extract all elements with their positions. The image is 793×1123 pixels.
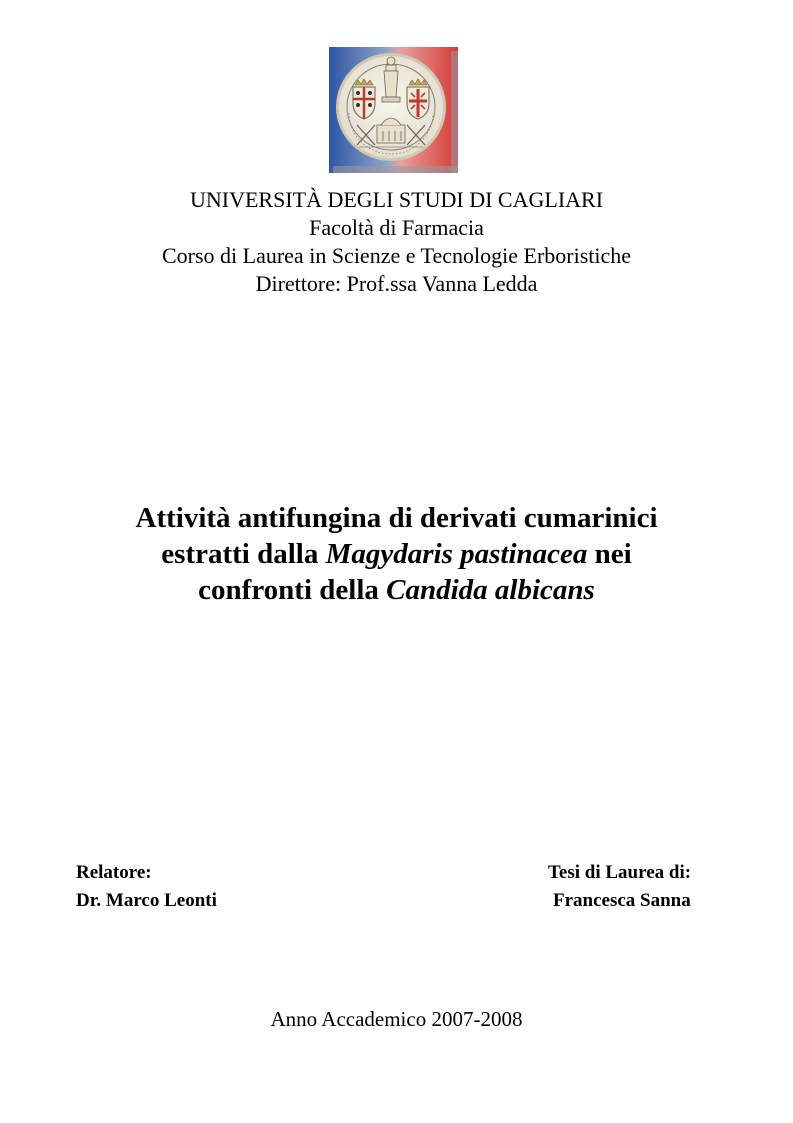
title-organism-name: Candida albicans [386,574,595,606]
title-line-1 [0,500,793,536]
title-line-1-text: Attività antifungina di derivati cumarinici [135,502,658,534]
title-line-2-prefix: estratti dalla [161,538,326,570]
thesis-title [0,500,793,608]
director-name: Direttore: Prof.ssa Vanna Ledda [255,271,538,296]
supervisor-name: Dr. Marco Leonti [76,890,217,911]
title-line-3-prefix: confronti della [198,574,387,606]
supervisor-label: Relatore: [76,862,152,883]
candidate-name: Francesca Sanna [553,890,691,911]
course-name: Corso di Laurea in Scienze e Tecnologie Erboristiche [161,243,632,268]
supervisor-block [76,859,217,915]
candidate-block [548,859,691,915]
institution-header [0,186,793,298]
university-name: UNIVERSITÀ DEGLI STUDI DI CAGLIARI [189,187,604,212]
candidate-label: Tesi di Laurea di: [548,862,692,883]
title-line-3 [0,572,793,608]
title-species-name: Magydaris pastinacea [325,538,588,570]
university-seal-logo [329,47,458,173]
university-seal-icon [329,47,458,173]
title-line-2-suffix: nei [587,538,632,570]
academic-year: Anno Accademico 2007-2008 [270,1007,523,1031]
title-line-2 [0,536,793,572]
faculty-name: Facoltà di Farmacia [309,215,484,240]
